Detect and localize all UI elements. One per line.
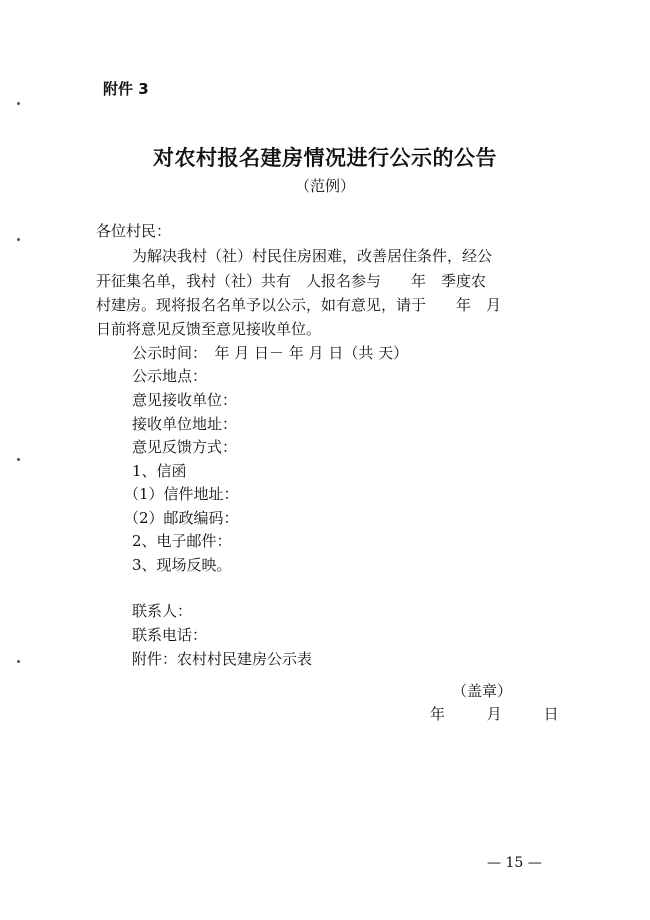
paragraph-line: 村建房。现将报名名单予以公示，如有意见，请于 年 月 [96, 296, 502, 314]
attachment-note: 附件：农村村民建房公示表 [132, 650, 313, 668]
field-announce-time: 公示时间： 年 月 日－ 年 月 日（共 天） [132, 344, 409, 362]
salutation: 各位村民： [96, 222, 172, 240]
field-unit-address: 接收单位地址： [132, 415, 238, 433]
contact-person: 联系人： [132, 602, 193, 620]
seal-note: （盖章） [452, 682, 513, 700]
paragraph-line: 日前将意见反馈至意见接收单位。 [96, 320, 322, 338]
annex-label: 附件 3 [103, 80, 149, 98]
field-receiving-unit: 意见接收单位： [132, 391, 238, 409]
date-day: 日 [543, 705, 559, 723]
signature-date [430, 703, 559, 724]
binding-mark [17, 660, 20, 663]
field-letter-address: （1）信件地址： [124, 485, 239, 503]
field-announce-place: 公示地点： [132, 367, 208, 385]
binding-mark [17, 102, 20, 105]
document-subtitle: （范例） [294, 177, 355, 195]
contact-phone: 联系电话： [132, 626, 208, 644]
field-postcode: （2）邮政编码： [124, 509, 239, 527]
binding-mark [17, 458, 20, 461]
field-onsite: 3、现场反映。 [132, 556, 232, 574]
field-feedback-method: 意见反馈方式： [132, 438, 238, 456]
page-number: — 15 — [487, 855, 542, 871]
document-title: 对农村报名建房情况进行公示的公告 [153, 145, 497, 170]
date-month: 月 [486, 705, 502, 723]
field-email: 2、电子邮件： [132, 532, 232, 550]
binding-mark [17, 238, 20, 241]
paragraph-line: 为解决我村（社）村民住房困难，改善居住条件，经公 [132, 247, 493, 265]
date-year: 年 [430, 705, 446, 723]
paragraph-line: 开征集名单，我村（社）共有 人报名参与 年 季度农 [96, 272, 487, 290]
field-letter: 1、信函 [132, 462, 187, 480]
